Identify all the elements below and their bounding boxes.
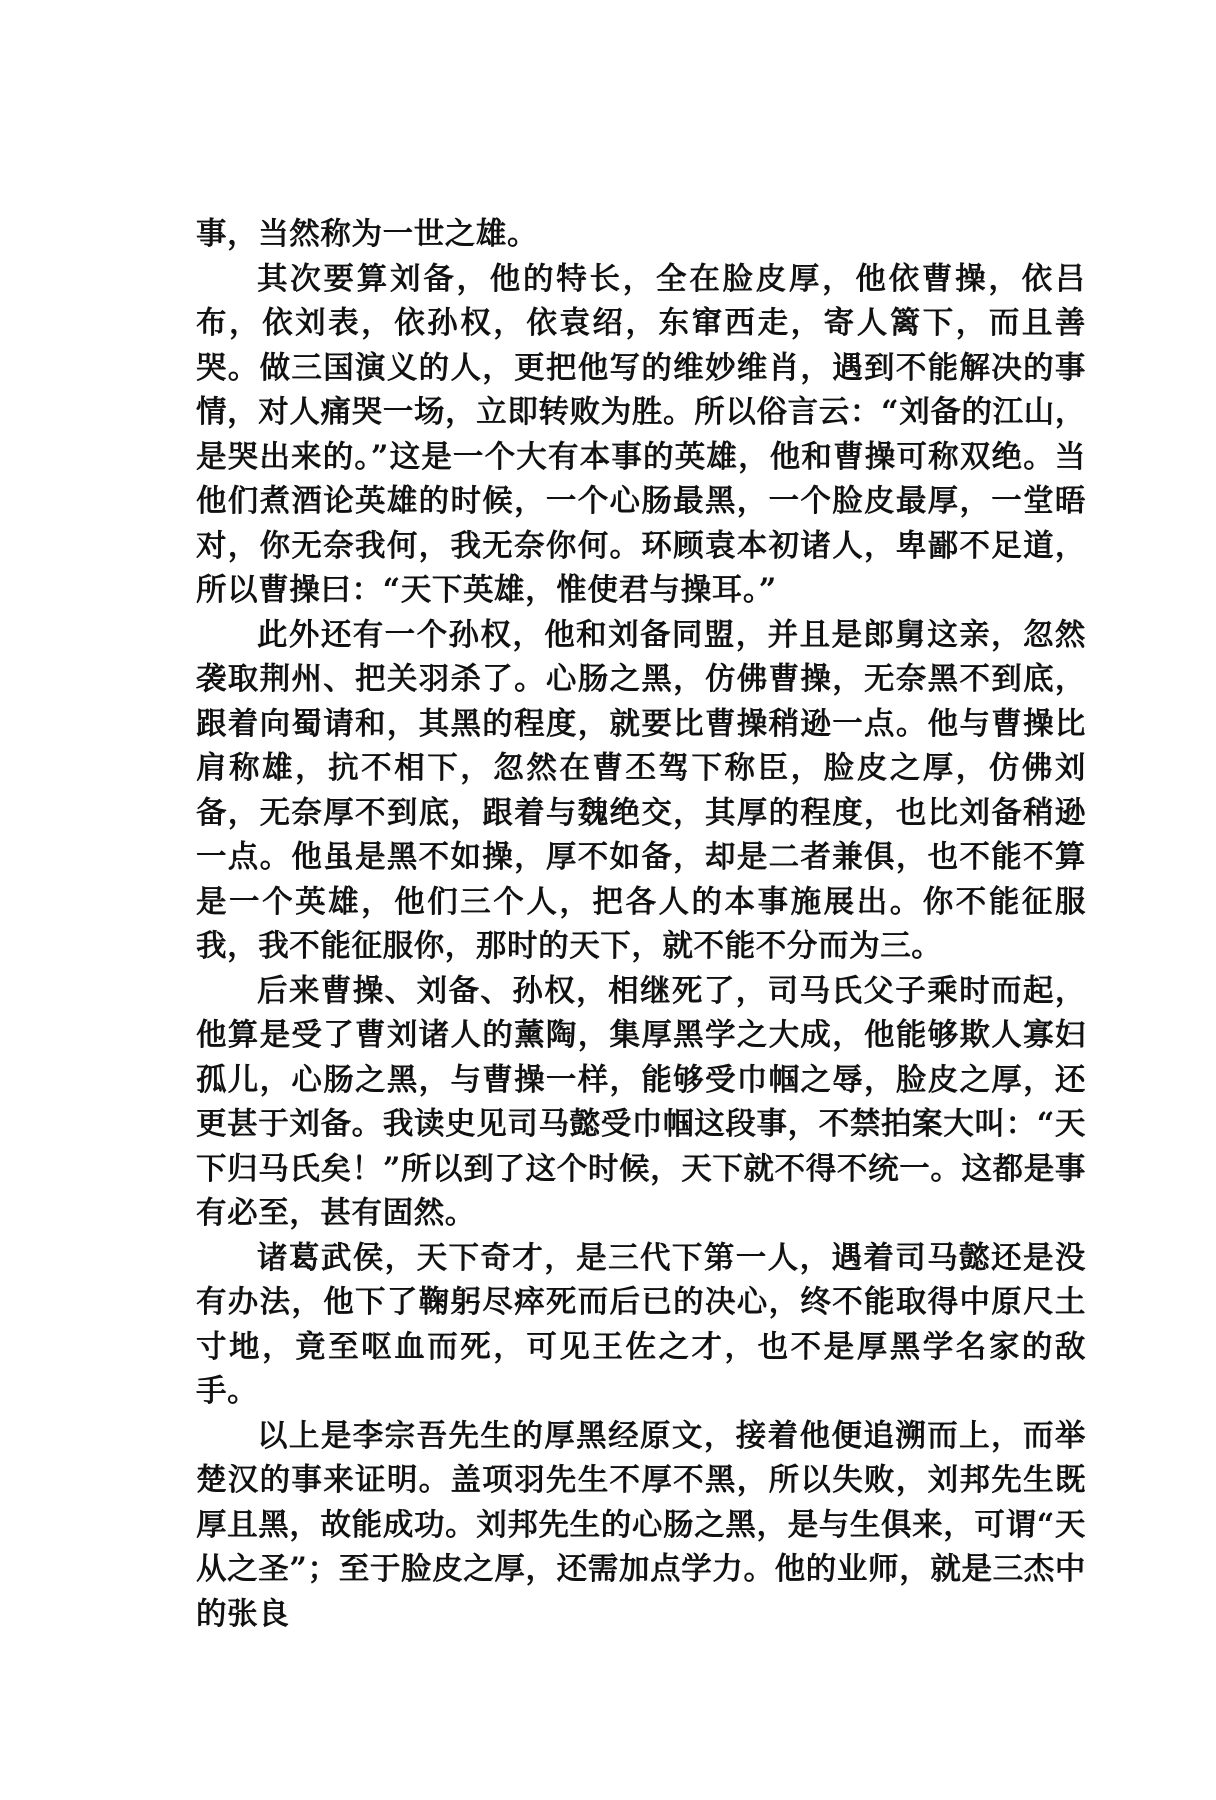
body-text: [196, 212, 1086, 1636]
paragraph-chu-han: 以上是李宗吾先生的厚黑经原文，接着他便追溯而上，而举楚汉的事来证明。盖项羽先生不厚不黑，所以失败，刘邦先生既厚且黑，故能成功。刘邦先生的心肠之黑，是与生俱来，可谓“天从之圣”；至于脸皮之厚，还需加点学力。他的业师，就是三杰中的张良: [196, 1417, 1086, 1632]
paragraph-sima-family: 后来曹操、刘备、孙权，相继死了，司马氏父子乘时而起，他算是受了曹刘诸人的薰陶，集厚黑学之大成，他能够欺人寡妇孤儿，心肠之黑，与曹操一样，能够受巾帼之辱，脸皮之厚，还更甚于刘备。我读史见司马懿受巾帼这段事，不禁拍案大叫：“天下归马氏矣！”所以到了这个时候，天下就不得不统一。这都是事有必至，甚有固然。: [196, 972, 1086, 1231]
paragraph-continuation: 事，当然称为一世之雄。: [196, 216, 539, 252]
paragraph-sun-quan: 此外还有一个孙权，他和刘备同盟，并且是郎舅这亲，忽然袭取荆州、把关羽杀了。心肠之黑，仿佛曹操，无奈黑不到底，跟着向蜀请和，其黑的程度，就要比曹操稍逊一点。他与曹操比肩称雄，抗不相下，忽然在曹丕驾下称臣，脸皮之厚，仿佛刘备，无奈厚不到底，跟着与魏绝交，其厚的程度，也比刘备稍逊一点。他虽是黑不如操，厚不如备，却是二者兼俱，也不能不算是一个英雄，他们三个人，把各人的本事施展出。你不能征服我，我不能征服你，那时的天下，就不能不分而为三。: [196, 616, 1086, 964]
paragraph-zhuge-liang: 诸葛武侯，天下奇才，是三代下第一人，遇着司马懿还是没有办法，他下了鞠躬尽瘁死而后已的决心，终不能取得中原尺土寸地，竟至呕血而死，可见王佐之才，也不是厚黑学名家的敌手。: [196, 1239, 1086, 1409]
paragraph-liu-bei: 其次要算刘备，他的特长，全在脸皮厚，他依曹操，依吕布，依刘表，依孙权，依袁绍，东窜西走，寄人篱下，而且善哭。做三国演义的人，更把他写的维妙维肖，遇到不能解决的事情，对人痛哭一场，立即转败为胜。所以俗言云：“刘备的江山，是哭出来的。”这是一个大有本事的英雄，他和曹操可称双绝。当他们煮酒论英雄的时候，一个心肠最黑，一个脸皮最厚，一堂晤对，你无奈我何，我无奈你何。环顾袁本初诸人，卑鄙不足道，所以曹操曰：“天下英雄，惟使君与操耳。”: [196, 260, 1086, 608]
